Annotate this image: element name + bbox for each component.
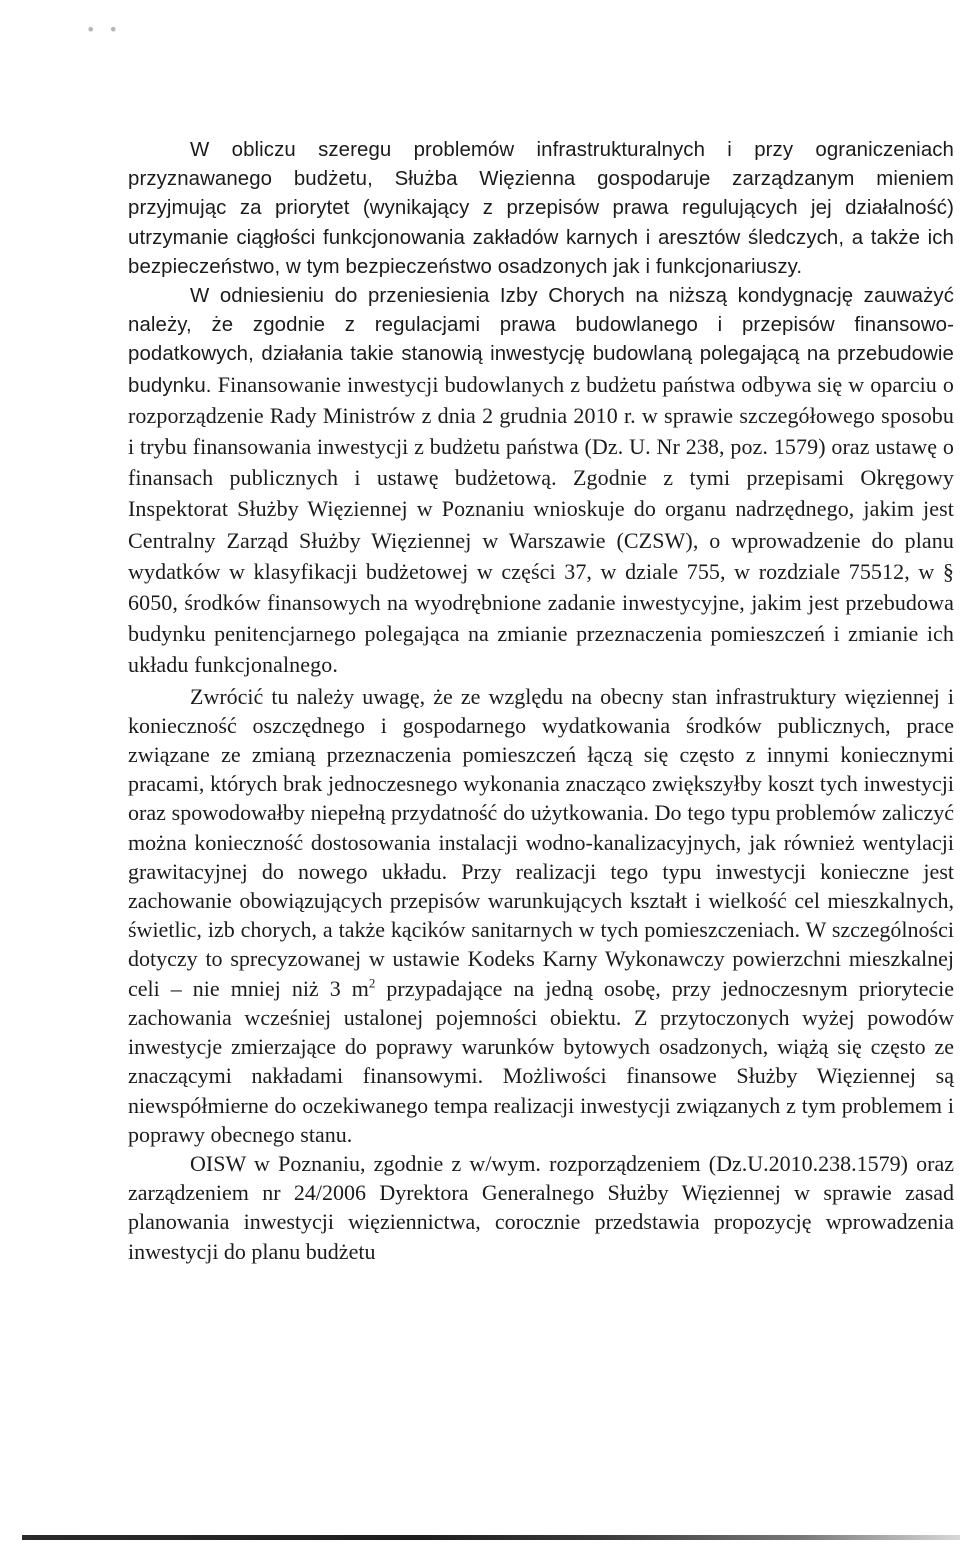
paragraph-infrastructure-problems — [128, 136, 954, 282]
paragraph-text: W obliczu szeregu problemów infrastrukturalnych i przy ograniczeniach przyznawanego budżetu, Służba Więzienna gospodaruje zarządzanym mieniem przyjmując za priorytet (wynikający z przepisów prawa regulujących jej działalność) utrzymanie ciągłości funkcjonowania zakładów karnych i aresztów śledczych, a także ich bezpieczeństwo, w tym bezpieczeństwo osadzonych jak i funkcjonariuszy. — [128, 139, 954, 278]
paragraph-investment-costs — [128, 682, 954, 1149]
paragraph-text: W odniesieniu do przeniesienia Izby Chorych na niższą kondygnację zauważyć należy, że zgodnie z regulacjami prawa budowlanego i przepisów finansowo-podatkowych, działania takie stanowią inwestycję budowlaną polegającą na przebudowie budynku. — [128, 285, 954, 397]
scan-bottom-edge-line — [0, 1535, 960, 1540]
paragraph-text-continued: przypadające na jedną osobę, przy jednoczesnym priorytecie zachowania wcześniej ustalonej pojemności obiektu. Z przytoczonych wyżej powodów inwestycje zmierzające do poprawy warunków bytowych osadzonych, wiążą się często ze znaczącymi nakładami finansowymi. Możliwości finansowe Służby Więziennej są niewspółmierne do oczekiwanego tempa realizacji inwestycji związanych z tym problemem i poprawy obecnego stanu. — [128, 975, 954, 1147]
paragraph-infirmary-relocation — [128, 282, 954, 682]
paragraph-text-financing: Finansowanie inwestycji budowlanych z budżetu państwa odbywa się w oparciu o rozporządzenie Rady Ministrów z dnia 2 grudnia 2010 r. w sprawie szczegółowego sposobu i trybu finansowania inwestycji z budżetu państwa (Dz. U. Nr 238, poz. 1579) oraz ustawę o finansach publicznych i ustawę budżetową. Zgodnie z tymi przepisami Okręgowy Inspektorat Służby Więziennej w Poznaniu wnioskuje do organu nadrzędnego, jakim jest Centralny Zarząd Służby Więziennej w Warszawie (CZSW), o wprowadzenie do planu wydatków w klasyfikacji budżetowej w części 37, w dziale 755, w rozdziale 75512, w § 6050, środków finansowych na wyodrębnione zadanie inwestycyjne, jakim jest przebudowa budynku penitencjarnego polegająca na zmianie przeznaczenia pomieszczeń i zmianie ich układu funkcjonalnego. — [128, 371, 954, 678]
paragraph-oisw-planning — [128, 1149, 954, 1266]
paragraph-text: OISW w Poznaniu, zgodnie z w/wym. rozporządzeniem (Dz.U.2010.238.1579) oraz zarządzeniem nr 24/2006 Dyrektora Generalnego Służby Więziennej w sprawie zasad planowania inwestycji więziennictwa, corocznie przedstawia propozycję wprowadzenia inwestycji do planu budżetu — [128, 1150, 954, 1264]
paragraph-text: Zwrócić tu należy uwagę, że ze względu na obecny stan infrastruktury więziennej i konieczność oszczędnego i gospodarnego wydatkowania środków publicznych, prace związane ze zmianą przeznaczenia pomieszczeń łączą się często z innymi koniecznymi pracami, których brak jednoczesnego wykonania znacząco zwiększyłby koszt tych inwestycji oraz spowodowałby niepełną przydatność do użytkowania. Do tego typu problemów zaliczyć można konieczność dostosowania instalacji wodno-kanalizacyjnych, jak również wentylacji grawitacyjnej do nowego układu. Przy realizacji tego typu inwestycji konieczne jest zachowanie obowiązujących przepisów warunkujących kształt i wielkość cel mieszkalnych, świetlic, izb chorych, a także kącików sanitarnych w tych pomieszczeniach. W szczególności dotyczy to sprecyzowanej w ustawie Kodeks Karny Wykonawczy powierzchni mieszkalnej celi – nie mniej niż 3 m — [128, 683, 954, 1001]
document-body — [128, 136, 954, 1266]
scan-artifact-dots: • • — [86, 20, 122, 39]
superscript-square: 2 — [368, 975, 376, 991]
